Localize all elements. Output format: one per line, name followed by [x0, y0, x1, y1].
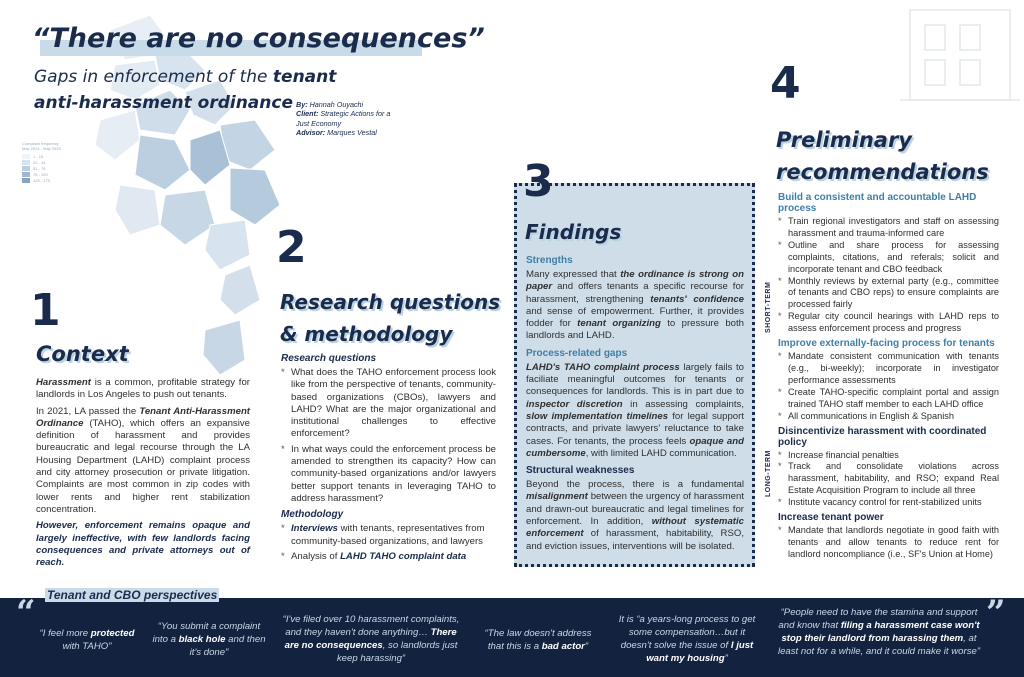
- context-title: Context: [36, 342, 129, 366]
- open-quote-icon: “: [16, 593, 36, 633]
- rq-item-1: * What does the TAHO enforcement process look like from the perspective of tenants, community-based organizations (CBOs), lawyers and LAHD? What are the major organizational and institutional challenges to effective enforcement?: [281, 367, 496, 441]
- method-item-2: * Analysis of LAHD TAHO complaint data: [281, 551, 496, 563]
- legend-swatch: [22, 154, 30, 159]
- legend-label: 20 - 44: [33, 160, 46, 165]
- quote-2: “You submit a complaint into a black hole and then it's done”: [152, 621, 266, 658]
- section-number-2: 2: [276, 222, 307, 273]
- legend-item: [22, 160, 61, 165]
- legend-subtitle: May 2024 - May 2025: [22, 146, 61, 151]
- recommendations-title: Preliminary recommendations: [776, 128, 989, 184]
- rec-item: * Train regional investigators and staff on assessing harassment and trauma-informed care: [778, 216, 999, 240]
- quotes-title: Tenant and CBO perspectives: [47, 588, 218, 602]
- methodology-heading: Methodology: [281, 509, 344, 521]
- strengths-text: Many expressed that the ordinance is strong on paper and offers tenants a specific recourse for harassment, strengthening tenants' confidence and sense of empowerment. Further, it provides fodder for tenant organizing to pressure both landlords and LAHD.: [526, 269, 744, 342]
- poster-subtitle: [34, 64, 336, 116]
- process-gaps-heading: Process-related gaps: [526, 347, 628, 359]
- map-legend: [22, 141, 61, 184]
- building-illustration: [890, 0, 1024, 130]
- rq-item-2: * In what ways could the enforcement process be amended to strengthen its capacity? How can community-based organizations and/or lawyers better support tenants in leveraging TAHO to address harassment?: [281, 444, 496, 505]
- legend-swatch: [22, 166, 30, 171]
- quote-3: “I've filed over 10 harassment complaints, and they haven't done anything… There are no consequences, so landlords just keep harassing”: [282, 614, 460, 664]
- legend-swatch: [22, 172, 30, 177]
- rec-item: * All communications in English & Spanish: [778, 411, 999, 423]
- research-title: Research questions & methodology: [280, 290, 501, 346]
- section-number-3: 3: [523, 156, 554, 207]
- quote-1: “I feel more protected with TAHO”: [39, 628, 135, 652]
- quote-6: “People need to have the stamina and support and know that filing a harassment case won't stop their landlord from harassing them, at least not for a while, and it could make it worse”: [777, 607, 981, 657]
- findings-title: Findings: [525, 220, 622, 244]
- credit-author: By: Hannah Ouyachi: [296, 100, 364, 109]
- rec-group-heading: Build a consistent and accountable LAHD process: [778, 192, 977, 214]
- subtitle-bold-1: tenant: [272, 67, 337, 87]
- legend-swatch: [22, 178, 30, 183]
- long-term-label: LONG-TERM: [765, 450, 772, 497]
- research-body: [281, 353, 496, 563]
- legend-label: 76 - 120: [33, 172, 48, 177]
- legend-label: 125 - 175: [33, 178, 50, 183]
- context-body: [36, 377, 250, 569]
- rec-item: * Monthly reviews by external party (e.g., committee of tenants and CBO reps) to ensure complaints are processed fairly: [778, 276, 999, 312]
- legend-title: Complaint frequency: [22, 141, 59, 146]
- process-gaps-text: LAHD's TAHO complaint process largely fails to faciliate meaningful outcomes for tenants or consequences for landlords. This is in part due to inspector discretion in assessing complaints, slow implementation timelines for legal support contracts, and private lawyers' reluctance to take cases. For tenants, the process feels opaque and cumbersome, with limited LAHD communication.: [526, 361, 744, 459]
- method-item-1: * Interviews with tenants, representatives from community-based organizations, and lawyers: [281, 523, 496, 548]
- rec-item: * Outline and share process for assessing complaints, citations, and referals; solicit and incorporate tenant and CBO feedback: [778, 240, 999, 276]
- rec-group-heading: Increase tenant power: [778, 512, 884, 524]
- recommendations-body: [778, 192, 999, 561]
- credit-client: Client: Strategic Actions for a Just Economy: [296, 109, 391, 128]
- rec-item: * Create TAHO-specific complaint portal and assign trained TAHO staff member to each LAHD office: [778, 387, 999, 411]
- legend-item: [22, 178, 61, 183]
- rec-item: * Institute vacancy control for rent-stabilized units: [778, 497, 999, 509]
- rq-heading: Research questions: [281, 353, 377, 364]
- section-number-1: 1: [30, 285, 61, 336]
- quote-4: “The law doesn't address that this is a bad actor”: [484, 628, 592, 652]
- legend-swatch: [22, 160, 30, 165]
- findings-body: [526, 255, 744, 553]
- short-term-label: SHORT-TERM: [765, 281, 772, 333]
- legend-item: [22, 154, 61, 159]
- section-number-4: 4: [770, 58, 801, 109]
- context-p3: However, enforcement remains opaque and largely ineffective, with few landlords facing consequences and private attorneys out of reach.: [36, 520, 250, 569]
- rec-item: * Regular city council hearings with LAHD reps to assess enforcement process and progress: [778, 311, 999, 335]
- rec-item: * Mandate consistent communication with tenants (e.g., bi-weekly); incorporate in investigator performance assessments: [778, 351, 999, 387]
- rec-item: * Increase financial penalties: [778, 450, 999, 462]
- legend-item: [22, 166, 61, 171]
- context-p1: Harassment is a common, profitable strategy for landlords in Los Angeles to push out tenants.: [36, 377, 250, 401]
- credits: [296, 100, 396, 137]
- quote-5: It is “a years-long process to get some compensation…but it doesn't solve the issue of I just want my housing”: [618, 614, 756, 664]
- rec-item: * Mandate that landlords negotiate in good faith with tenants and allow tenants to reduce rent for landlord noncompliance (i.e., SF's Union at Home): [778, 525, 999, 561]
- context-p2: In 2021, LA passed the Tenant Anti-Harassment Ordinance (TAHO), which offers an expansive definition of harassment and provides bureaucratic and legal recourse through the LA Housing Department (LAHD) complaint process and city attorney prosecution or private litigation. Complaints are most common in zip codes with lower rents and higher rent stabilization concentration.: [36, 405, 250, 515]
- poster-title: “There are no consequences”: [32, 23, 485, 54]
- close-quote-icon: ”: [986, 593, 1006, 633]
- rec-group-heading: Disincentivize harassment with coordinated policy: [778, 425, 987, 448]
- strengths-heading: Strengths: [526, 255, 573, 266]
- credit-advisor: Advisor: Marques Vestal: [296, 127, 377, 137]
- subtitle-bold-2: anti-harassment ordinance: [34, 93, 293, 113]
- structural-text: Beyond the process, there is a fundamental misalignment between the urgency of harassment and drawn-out bureaucratic and legal timelines for enforcement. In addition, without systematic enforcement of harassment, habitability, RSO, and eviction issues, interventions will be isolated.: [526, 479, 744, 552]
- structural-heading: Structural weaknesses: [526, 465, 635, 477]
- legend-item: [22, 172, 61, 177]
- legend-label: 51 - 75: [33, 166, 46, 171]
- rec-item: * Track and consolidate violations across harassment, habitability, and RSO; expand Real Estate Acquisition Program to include all three: [778, 461, 999, 497]
- rec-group-heading: Improve externally-facing process for tenants: [778, 338, 995, 350]
- subtitle-plain: Gaps in enforcement of the: [34, 67, 273, 87]
- legend-label: 1 - 15: [33, 154, 44, 159]
